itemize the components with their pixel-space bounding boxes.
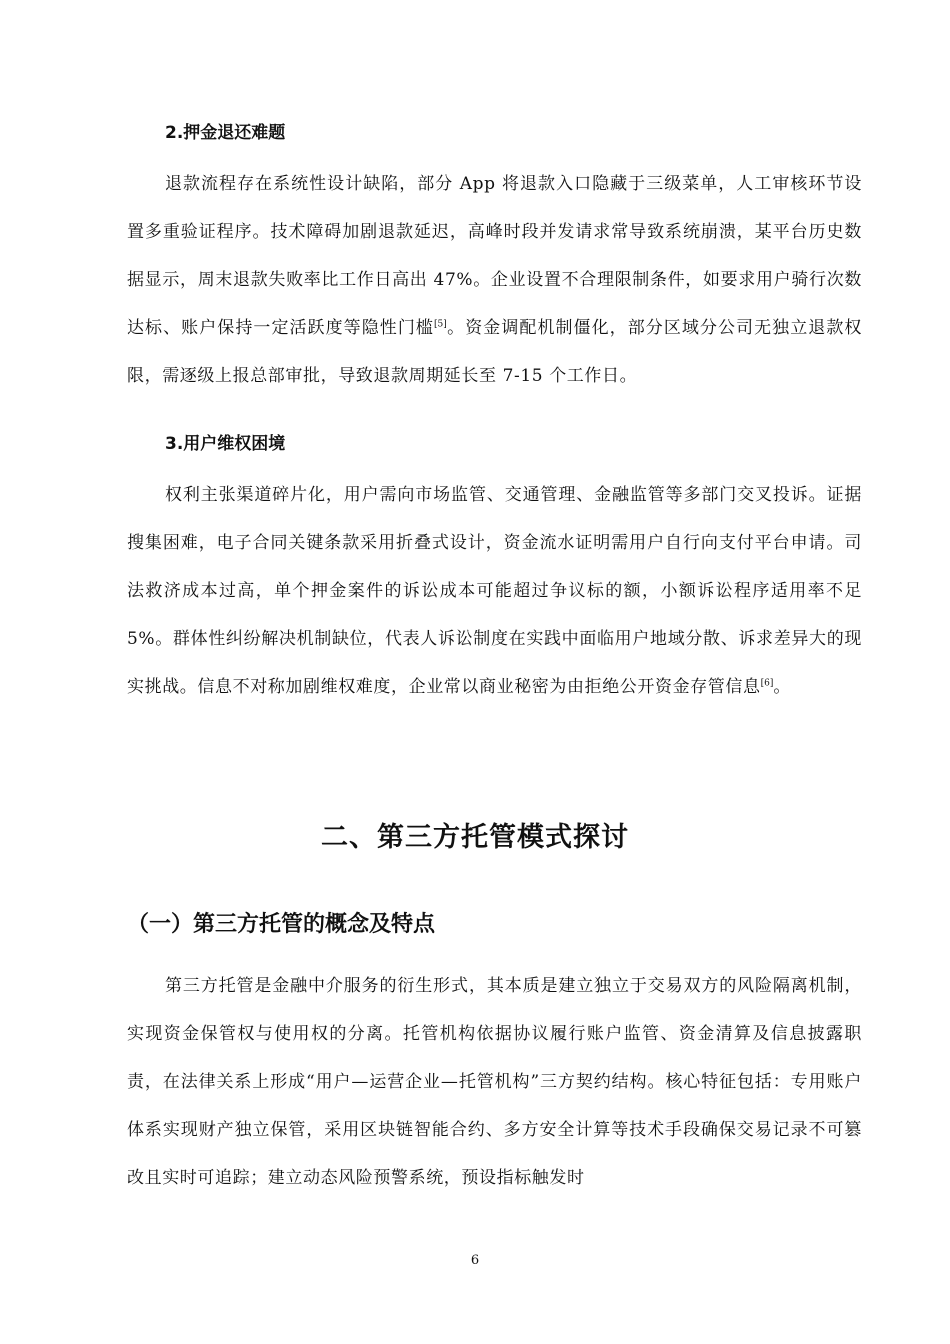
paragraph-text: 权利主张渠道碎片化，用户需向市场监管、交通管理、金融监管等多部门交叉投诉。证据搜集困难，电子合同关键条款采用折叠式设计，资金流水证明需用户自行向支付平台申请。司法救济成本过高，单个押金案件的诉讼成本可能超过争议标的额，小额诉讼程序适用率不足 5%。群体性纠纷解决机制缺位，代表人诉讼制度在实践中面临用户地域分散、诉求差异大的现实挑战。信息不对称加剧维权难度，企业常以商业秘密为由拒绝公开资金存管信息 <box>127 485 862 697</box>
section-heading-deposit-refund: 2.押金退还难题 <box>165 123 286 143</box>
section-heading-user-rights: 3.用户维权困境 <box>165 434 286 454</box>
paragraph-text: 退款流程存在系统性设计缺陷，部分 App 将退款入口隐藏于三级菜单，人工审核环节设置多重验证程序。技术障碍加剧退款延迟，高峰时段并发请求常导致系统崩溃，某平台历史数据显示，周末退款失败率比工作日高出 47%。企业设置不合理限制条件，如要求用户骑行次数达标、账户保持一定活跃度等隐性门槛 <box>127 174 862 338</box>
paragraph-text: 。 <box>773 677 791 697</box>
paragraph-deposit-refund <box>127 160 862 400</box>
citation-ref: [6] <box>760 678 774 689</box>
paragraph-concept <box>127 962 862 1202</box>
paragraph-text: 。资金调配机制僵化，部分区域分公司无独立退款权限，需逐级上报总部审批，导致退款周期延长至 7-15 个工作日。 <box>127 318 862 386</box>
paragraph-user-rights <box>127 471 862 711</box>
subsection-heading-concept: （一）第三方托管的概念及特点 <box>127 912 436 937</box>
citation-ref: [5] <box>433 319 447 330</box>
paragraph-text: 第三方托管是金融中介服务的衍生形式，其本质是建立独立于交易双方的风险隔离机制，实现资金保管权与使用权的分离。托管机构依据协议履行账户监管、资金清算及信息披露职责，在法律关系上形成“用户—运营企业—托管机构”三方契约结构。核心特征包括：专用账户体系实现财产独立保管，采用区块链智能合约、多方安全计算等技术手段确保交易记录不可篡改且实时可追踪；建立动态风险预警系统，预设指标触发时 <box>127 976 862 1188</box>
page-number: 6 <box>470 1253 480 1268</box>
chapter-title: 二、第三方托管模式探讨 <box>321 822 629 853</box>
